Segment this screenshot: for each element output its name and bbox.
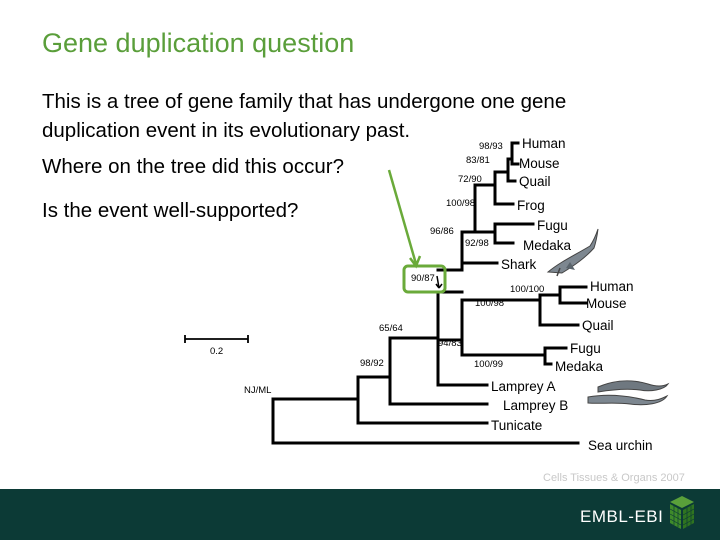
- support-label: 98/93: [479, 141, 503, 152]
- taxon-label: Quail: [519, 174, 551, 189]
- support-label: 100/98: [475, 298, 505, 309]
- node-pointer-icon: [436, 276, 442, 288]
- taxon-label: Medaka: [523, 238, 572, 253]
- support-label: 65/64: [379, 323, 403, 334]
- taxon-label: Tunicate: [491, 418, 543, 433]
- support-values: [244, 141, 544, 396]
- method-label: NJ/ML: [244, 385, 272, 396]
- embl-ebi-logo: EMBL-EBI: [580, 507, 664, 526]
- taxon-label: Human: [522, 136, 566, 151]
- taxon-label: Fugu: [570, 341, 601, 356]
- taxon-label: Lamprey B: [503, 398, 569, 413]
- taxon-label: Quail: [582, 318, 614, 333]
- support-label: 98/92: [360, 358, 384, 369]
- scale-bar: [185, 335, 248, 357]
- taxon-label: Fugu: [537, 218, 568, 233]
- support-label: 96/86: [430, 226, 454, 237]
- scale-label: 0.2: [210, 346, 224, 357]
- taxon-label: Medaka: [555, 359, 604, 374]
- branch-tetrapod-a: [495, 172, 513, 204]
- taxon-label: Human: [590, 279, 634, 294]
- support-label: 100/98: [446, 198, 476, 209]
- taxon-label: Sea urchin: [588, 438, 653, 453]
- support-label: 90/87: [411, 273, 435, 284]
- support-label: 94/83: [438, 338, 462, 349]
- body-text-line-2: duplication event in its evolutionary past.: [42, 119, 411, 142]
- taxon-label: Shark: [501, 257, 537, 272]
- taxon-label: Frog: [517, 198, 545, 213]
- taxon-label: Mouse: [519, 156, 560, 171]
- branch-human-mouse-a: [512, 143, 518, 164]
- pointer-arrow: [389, 170, 416, 264]
- branch-human-mouse-b: [560, 287, 586, 303]
- slide-title: Gene duplication question: [42, 28, 355, 58]
- support-label: 72/90: [458, 174, 482, 185]
- support-label: 100/99: [474, 359, 504, 370]
- embl-ebi-cube-icon: [668, 494, 696, 532]
- lamprey-icon: [588, 381, 668, 405]
- citation: Cells Tissues & Organs 2007: [543, 472, 685, 484]
- body-text-line-1: This is a tree of gene family that has undergone one gene: [42, 90, 567, 113]
- taxon-label: Mouse: [586, 296, 627, 311]
- question-support: Is the event well-supported?: [42, 199, 299, 222]
- taxon-label: Lamprey A: [491, 379, 556, 394]
- support-label: 100/100: [510, 284, 545, 295]
- support-label: 83/81: [466, 155, 490, 166]
- branch-duplication-node: [438, 292, 462, 340]
- support-label: 92/98: [465, 238, 489, 249]
- question-where: Where on the tree did this occur?: [42, 155, 344, 178]
